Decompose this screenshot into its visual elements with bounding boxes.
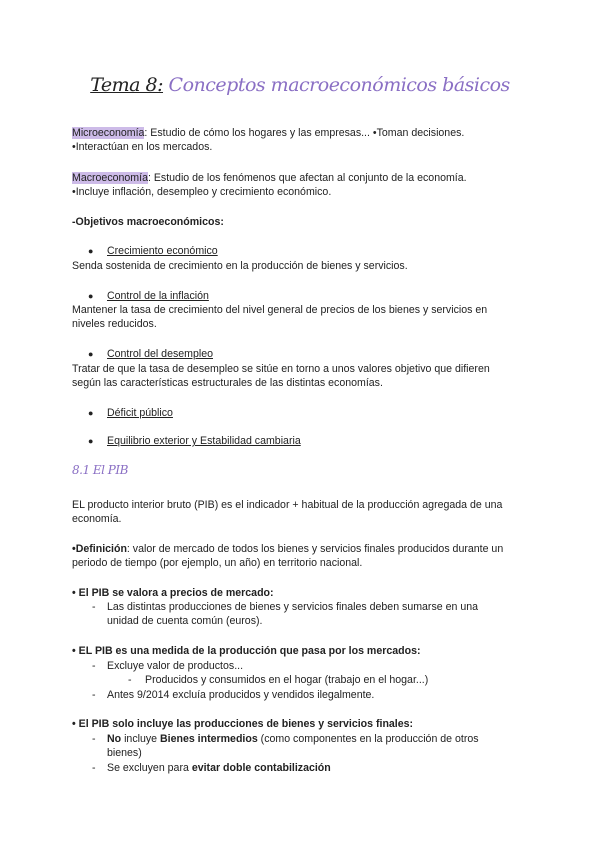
objetivo-desc: Senda sostenida de crecimiento en la producción de bienes y servicios. xyxy=(72,260,408,272)
micro-definition xyxy=(72,126,464,140)
dash-marker: - xyxy=(92,733,96,745)
title-topic: Tema 8: xyxy=(90,74,164,96)
dash-marker: - xyxy=(92,660,96,672)
bullet-icon: ● xyxy=(88,436,94,446)
point-item-rest: (como componentes en la producción de otros xyxy=(257,733,479,745)
pib-intro: EL producto interior bruto (PIB) es el indicador + habitual de la producción agregada de una xyxy=(72,499,503,511)
page-title xyxy=(0,74,600,96)
point-item-mid: incluye xyxy=(121,733,160,745)
definicion-text: : valor de mercado de todos los bienes y servicios finales producidos durante un xyxy=(126,543,504,555)
point-item: unidad de cuenta común (euros). xyxy=(107,615,263,627)
objetivo-label: Crecimiento económico xyxy=(107,245,218,257)
point-subitem: Producidos y consumidos en el hogar (trabajo en el hogar...) xyxy=(145,674,429,686)
dash-marker: - xyxy=(92,762,96,774)
macro-definition xyxy=(72,171,467,185)
macro-text: : Estudio de los fenómenos que afectan al conjunto de la economía. xyxy=(147,172,467,184)
bullet-icon: ● xyxy=(88,291,94,301)
objetivo-desc: niveles reducidos. xyxy=(72,318,157,330)
point-item: bienes) xyxy=(107,747,142,759)
micro-text: : Estudio de cómo los hogares y las empresas... •Toman decisiones. xyxy=(144,127,465,139)
objetivo-desc: Mantener la tasa de crecimiento del nivel general de precios de los bienes y servicios en xyxy=(72,304,488,316)
micro-line2: •Interactúan en los mercados. xyxy=(72,141,213,153)
objetivo-desc: según las características estructurales de las distintas economías. xyxy=(72,377,383,389)
objetivo-label: Déficit público xyxy=(107,407,173,419)
dash-marker: - xyxy=(128,674,132,686)
objetivo-label: Equilibrio exterior y Estabilidad cambiaria xyxy=(107,435,301,447)
point-item: Excluye valor de productos... xyxy=(107,660,244,672)
point-item xyxy=(107,761,331,775)
definicion xyxy=(72,542,503,556)
title-subject: Conceptos macroeconómicos básicos xyxy=(163,74,510,96)
point-item: Las distintas producciones de bienes y servicios finales deben sumarse en una xyxy=(107,601,478,613)
bullet-icon: ● xyxy=(88,408,94,418)
point-item xyxy=(107,732,479,746)
section-title: 8.1 El PIB xyxy=(72,463,128,477)
dash-marker: - xyxy=(92,689,96,701)
definicion-text2: periodo de tiempo (por ejemplo, un año) en territorio nacional. xyxy=(72,557,363,569)
bullet-icon: ● xyxy=(88,246,94,256)
definicion-label: •Definición xyxy=(72,543,127,555)
macro-line2: •Incluye inflación, desempleo y crecimiento económico. xyxy=(72,186,332,198)
macro-term: Macroeconomía xyxy=(72,172,148,184)
point-heading: • EL PIB es una medida de la producción que pasa por los mercados: xyxy=(72,645,421,657)
point-item-no: No xyxy=(107,733,122,745)
point-item-pre: Se excluyen para xyxy=(107,762,192,774)
objetivo-desc: Tratar de que la tasa de desempleo se sitúe en torno a unos valores objetivo que difieren xyxy=(72,363,490,375)
objetivos-heading: -Objetivos macroeconómicos: xyxy=(72,216,224,228)
objetivo-label: Control de la inflación xyxy=(107,290,209,302)
micro-term: Microeconomía xyxy=(72,127,145,139)
point-heading: • El PIB solo incluye las producciones de bienes y servicios finales: xyxy=(72,718,414,730)
pib-intro: economía. xyxy=(72,513,122,525)
point-item-bold: Bienes intermedios xyxy=(160,733,258,745)
point-item-bold: evitar doble contabilización xyxy=(191,762,331,774)
dash-marker: - xyxy=(92,601,96,613)
point-heading: • El PIB se valora a precios de mercado: xyxy=(72,587,274,599)
bullet-icon: ● xyxy=(88,349,94,359)
objetivo-label: Control del desempleo xyxy=(107,348,213,360)
point-item: Antes 9/2014 excluía producidos y vendidos ilegalmente. xyxy=(107,689,375,701)
